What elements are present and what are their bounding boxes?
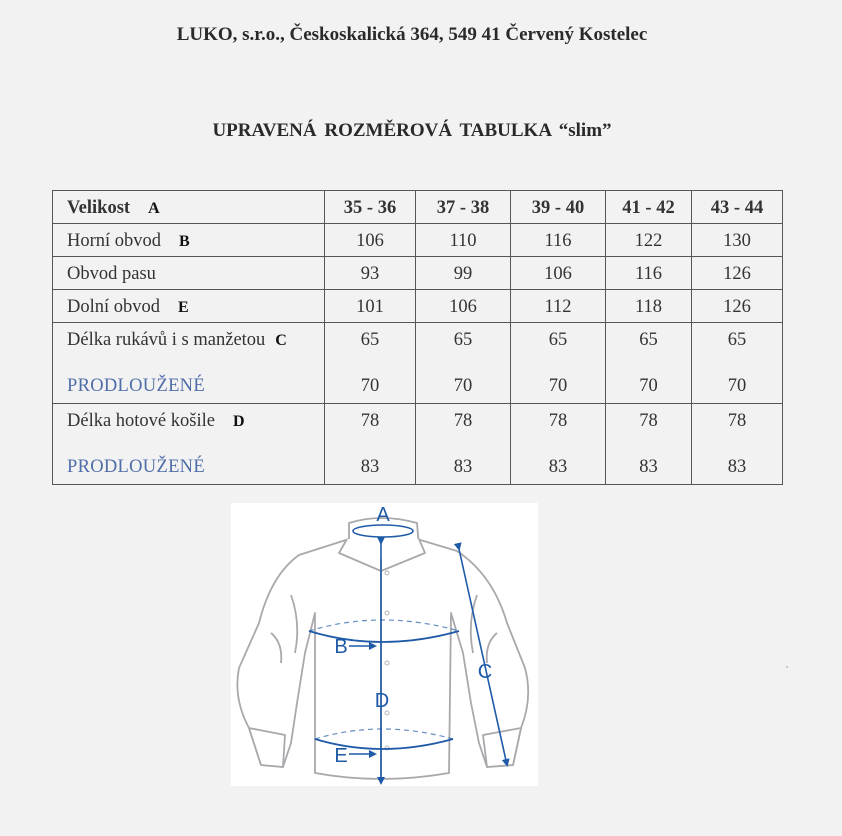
- label-a: A: [376, 504, 390, 526]
- label-b: B: [334, 636, 348, 658]
- scan-speck: [786, 666, 788, 668]
- value-cell: 65 70: [416, 323, 511, 404]
- value-cell: 112: [511, 290, 606, 323]
- label-d: D: [374, 690, 390, 712]
- value-cell: 78 83: [511, 404, 606, 485]
- value-cell: 116: [511, 224, 606, 257]
- value-cell: 65 70: [511, 323, 606, 404]
- row-label: Délka hotové košile: [67, 411, 215, 431]
- value-cell: 106: [416, 290, 511, 323]
- value-cell: 78 83: [606, 404, 692, 485]
- table-row: [53, 224, 783, 257]
- table-row: [53, 323, 783, 404]
- size-table-title: UPRAVENÁ ROZMĚROVÁ TABULKA “slim”: [212, 120, 612, 141]
- value-cell: 78 83: [416, 404, 511, 485]
- size-header-cell: 37 - 38: [416, 191, 511, 224]
- value-cell: 101: [325, 290, 416, 323]
- value-cell: 130: [692, 224, 783, 257]
- value-cell: 65 70: [606, 323, 692, 404]
- value-cell: 118: [606, 290, 692, 323]
- shirt-outline: [237, 518, 528, 781]
- value-cell: 106: [325, 224, 416, 257]
- row-label-cell: [53, 404, 325, 485]
- value-cell: 116: [606, 257, 692, 290]
- row-letter: D: [232, 413, 245, 430]
- extended-label: PRODLOUŽENÉ: [67, 376, 205, 396]
- value-cell: 126: [692, 257, 783, 290]
- row-label-cell: [53, 257, 325, 290]
- table-row: [53, 257, 783, 290]
- size-header-cell: 35 - 36: [325, 191, 416, 224]
- size-header-cell: 41 - 42: [606, 191, 692, 224]
- shirt-measurement-diagram: [231, 503, 538, 786]
- row-label-cell: [53, 224, 325, 257]
- row-letter: C: [275, 332, 287, 349]
- table-row: [53, 290, 783, 323]
- size-header-cell: 43 - 44: [692, 191, 783, 224]
- row-label-cell: [53, 290, 325, 323]
- value-cell: 110: [416, 224, 511, 257]
- label-e: E: [334, 745, 348, 767]
- row-label: Délka rukávů i s manžetou: [67, 330, 266, 350]
- table-header-row: [53, 191, 783, 224]
- extended-label: PRODLOUŽENÉ: [67, 457, 205, 477]
- value-cell: 65 70: [692, 323, 783, 404]
- value-cell: 78 83: [692, 404, 783, 485]
- company-address: LUKO, s.r.o., Českoskalická 364, 549 41 Červený Kostelec: [176, 24, 648, 45]
- shirt-diagram-svg: [231, 503, 538, 786]
- row-letter: E: [178, 299, 189, 316]
- value-cell: 65 70: [325, 323, 416, 404]
- label-c: C: [477, 661, 493, 683]
- value-cell: 99: [416, 257, 511, 290]
- row-label-cell: [53, 323, 325, 404]
- value-cell: 106: [511, 257, 606, 290]
- row-letter: B: [179, 233, 190, 250]
- row-label: Horní obvod: [67, 231, 162, 251]
- row-label: Obvod pasu: [67, 264, 156, 284]
- value-cell: 93: [325, 257, 416, 290]
- header-letter: A: [148, 200, 160, 217]
- header-label-cell: [53, 191, 325, 224]
- size-table: [52, 190, 783, 485]
- value-cell: 122: [606, 224, 692, 257]
- value-cell: 126: [692, 290, 783, 323]
- row-label: Dolní obvod: [67, 297, 161, 317]
- size-header-cell: 39 - 40: [511, 191, 606, 224]
- table-row: [53, 404, 783, 485]
- header-label: Velikost: [67, 198, 131, 218]
- value-cell: 78 83: [325, 404, 416, 485]
